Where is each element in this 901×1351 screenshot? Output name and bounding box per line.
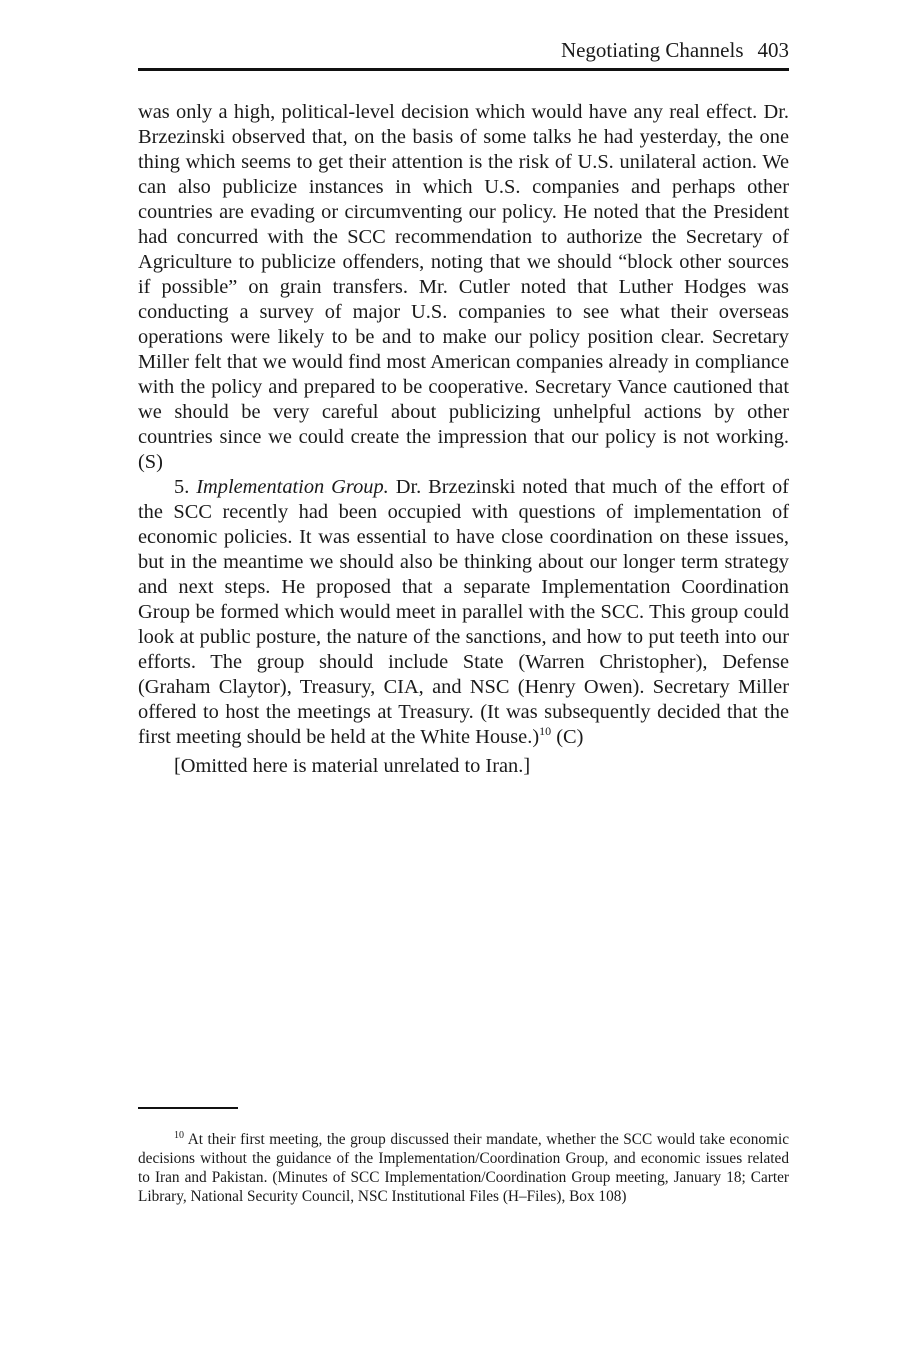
paragraph-heading: Implementation Group. xyxy=(196,476,389,498)
footnote-number: 10 xyxy=(174,1129,184,1141)
page-number: 403 xyxy=(757,38,789,62)
paragraph-implementation-group xyxy=(138,475,789,750)
paragraph-text: Dr. Brzezinski noted that much of the effort of the SCC recently had been occupied with questions of implementation of economic policies. It was essential to have close coordination on these issues, but in the meantime we should also be thinking about our longer term strategy and next steps. He proposed that a separate Implementation Coordination Group be formed which would meet in parallel with the SCC. This group could look at public posture, the nature of the sanctions, and how to put teeth into our efforts. The group should include State (Warren Christopher), Defense (Graham Claytor), Treasury, CIA, and NSC (Henry Owen). Secretary Miller offered to host the meetings at Treasury. (It was subsequently decided that the first meeting should be held at the White House.) xyxy=(138,476,789,748)
running-title: Negotiating Channels xyxy=(560,38,744,62)
footnote xyxy=(138,1130,789,1206)
body-text xyxy=(138,100,789,779)
paragraph-continued: was only a high, political-level decision which would have any real effect. Dr. Brzezinski observed that, on the basis of some talks he had yesterday, the one thing which seems to get their attention is the risk of U.S. unilateral action. We can also publicize instances in which U.S. companies and perhaps other countries are evading or circumventing our policy. He noted that the President had concurred with the SCC recommendation to authorize the Secretary of Agriculture to publicize offenders, noting that we should “block other sources if possible” on grain transfers. Mr. Cutler noted that Luther Hodges was conducting a survey of major U.S. companies to see what their overseas operations were likely to be and to make our policy position clear. Secretary Miller felt that we would find most American companies already in compliance with the policy and prepared to be cooperative. Secretary Vance cautioned that we should be very careful about publicizing unhelpful actions by other countries since we could create the impression that our policy is not working. (S) xyxy=(138,101,789,473)
paragraph-number: 5. xyxy=(174,476,190,498)
footnote-rule xyxy=(138,1107,238,1109)
editorial-note: [Omitted here is material unrelated to Iran.] xyxy=(174,755,531,777)
header-rule xyxy=(138,68,789,71)
running-header xyxy=(138,36,789,70)
footnote-text: At their first meeting, the group discussed their mandate, whether the SCC would take economic decisions without the guidance of the Implementation/Coordination Group, and economic issues related to Iran and Pakistan. (Minutes of SCC Implementation/Coordination Group meeting, January 18; Carter Library, National Security Council, NSC Institutional Files (H–Files), Box 108) xyxy=(138,1131,789,1205)
footnote-reference[interactable]: 10 xyxy=(539,724,552,739)
classification-marking: (C) xyxy=(556,726,584,748)
